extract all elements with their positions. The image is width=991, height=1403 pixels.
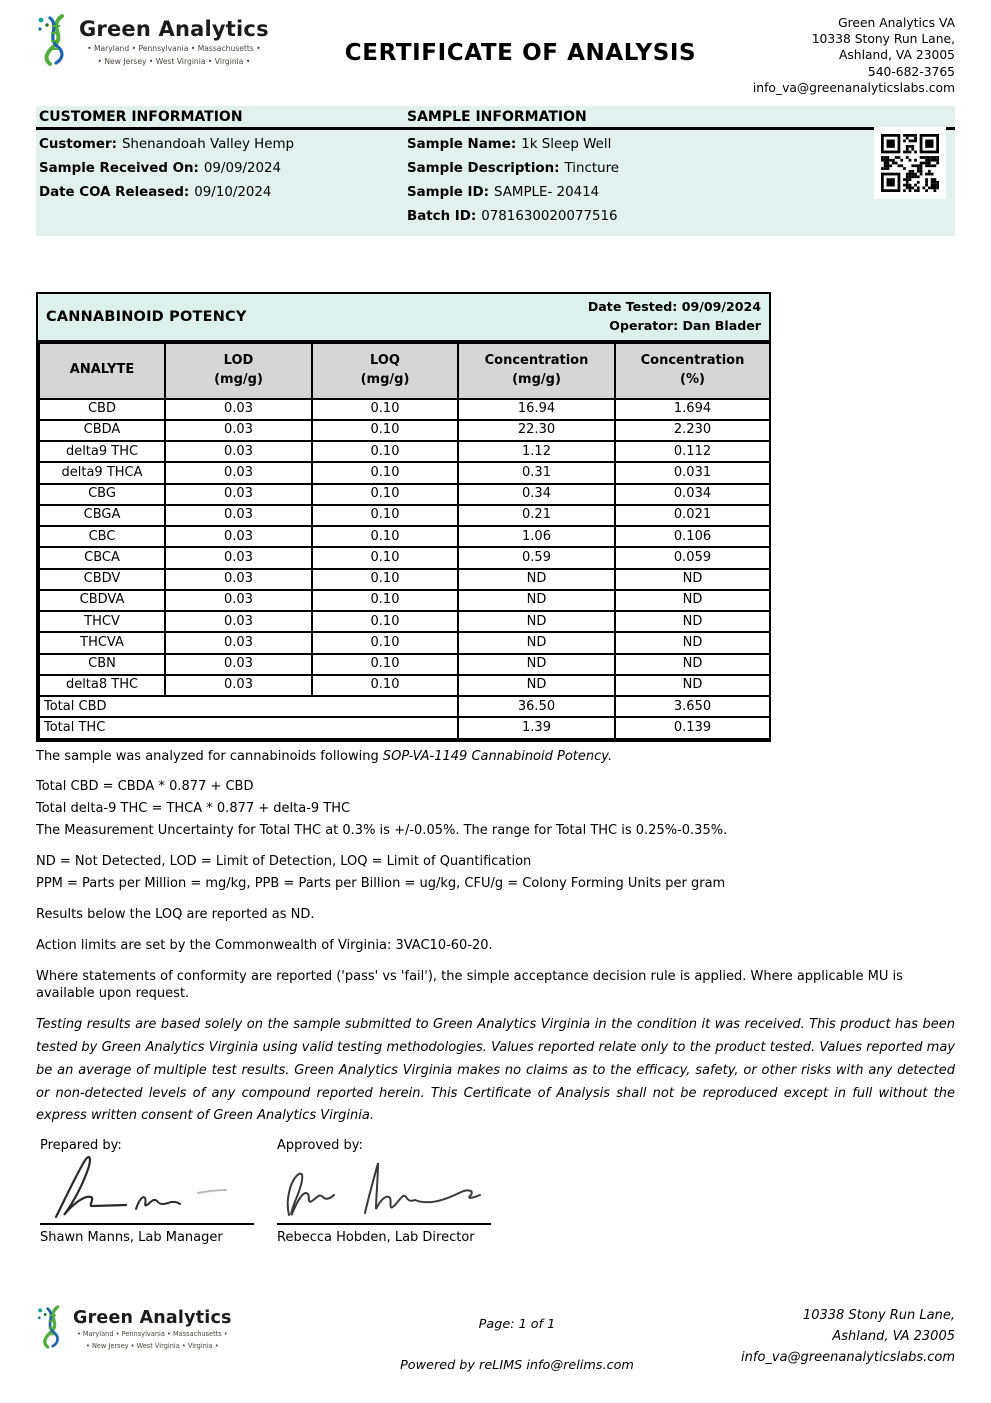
lab-email: info_va@greenanalyticslabs.com: [752, 80, 955, 95]
conc-pct-cell: 0.021: [615, 505, 770, 526]
abbreviations-line2: PPM = Parts per Million = mg/kg, PPB = Parts per Billion = ug/kg, CFU/g = Colony Forming Units per gram: [36, 876, 726, 892]
col-loq: LOQ (mg/g): [312, 343, 458, 399]
field-label: Customer:: [39, 137, 117, 153]
lod-cell: 0.03: [165, 654, 312, 675]
coa-released-field: [36, 181, 404, 205]
total-label-cell: Total CBD: [39, 696, 458, 717]
analyte-cell: THCV: [39, 611, 165, 632]
lod-cell: 0.03: [165, 441, 312, 462]
customer-information-header: CUSTOMER INFORMATION: [39, 109, 243, 126]
conc-mgg-cell: ND: [458, 654, 615, 675]
powered-by: Powered by reLIMS info@relims.com: [400, 1358, 634, 1373]
conc-pct-cell: ND: [615, 611, 770, 632]
table-header-row: [39, 343, 770, 399]
conc-pct-cell: ND: [615, 654, 770, 675]
prepared-signature-icon: [40, 1153, 260, 1223]
loq-note: Results below the LOQ are reported as ND.: [36, 906, 315, 922]
lab-phone: 540-682-3765: [867, 64, 955, 79]
table-row: [39, 462, 770, 483]
loq-cell: 0.10: [312, 611, 458, 632]
conc-pct-cell: 2.230: [615, 420, 770, 441]
conc-pct-cell: 0.112: [615, 441, 770, 462]
conc-mgg-cell: 36.50: [458, 696, 615, 717]
footer-logo: [36, 1305, 304, 1351]
field-value: Tincture: [564, 161, 620, 177]
analyte-cell: CBCA: [39, 547, 165, 568]
brand-name: Green Analytics: [73, 1308, 232, 1328]
lod-cell: 0.03: [165, 484, 312, 505]
field-value: 1k Sleep Well: [521, 137, 612, 153]
dna-helix-icon: [36, 1305, 66, 1349]
footer-email: info_va@greenanalyticslabs.com: [741, 1350, 955, 1366]
loq-cell: 0.10: [312, 441, 458, 462]
lod-cell: 0.03: [165, 462, 312, 483]
loq-cell: 0.10: [312, 399, 458, 420]
brand-states-line1: • Maryland • Pennsylvania • Massachusetts •: [76, 1330, 228, 1339]
analyte-cell: CBDV: [39, 569, 165, 590]
conc-pct-cell: 1.694: [615, 399, 770, 420]
loq-cell: 0.10: [312, 590, 458, 611]
lab-address-line2: Ashland, VA 23005: [838, 48, 955, 63]
conc-mgg-cell: ND: [458, 590, 615, 611]
lod-cell: 0.03: [165, 611, 312, 632]
batch-id-field: [404, 205, 955, 229]
table-row: [39, 590, 770, 611]
analyte-cell: CBD: [39, 399, 165, 420]
table-row: [39, 611, 770, 632]
sample-information-header: SAMPLE INFORMATION: [407, 109, 587, 126]
signatures-section: [40, 1138, 955, 1245]
sample-name-field: [404, 133, 955, 157]
loq-cell: 0.10: [312, 632, 458, 653]
conc-mgg-cell: 1.39: [458, 717, 615, 738]
conc-mgg-cell: 1.06: [458, 526, 615, 547]
table-row: [39, 569, 770, 590]
conc-mgg-cell: 16.94: [458, 399, 615, 420]
footer-address-line2: Ashland, VA 23005: [832, 1329, 955, 1345]
approved-by-name: Rebecca Hobden, Lab Director: [277, 1230, 475, 1246]
brand-name: Green Analytics: [79, 17, 269, 41]
loq-cell: 0.10: [312, 462, 458, 483]
col-lod: LOD (mg/g): [165, 343, 312, 399]
formula-cbd: Total CBD = CBDA * 0.877 + CBD: [36, 779, 254, 795]
sample-id-field: [404, 181, 955, 205]
analyte-cell: delta9 THCA: [39, 462, 165, 483]
col-analyte: ANALYTE: [39, 343, 165, 399]
cannabinoid-potency-panel: [36, 292, 771, 741]
footer-address-block: [730, 1305, 955, 1368]
uncertainty-note: The Measurement Uncertainty for Total THC at 0.3% is +/-0.05%. The range for Total THC is 0.25%-0.35%.: [36, 823, 728, 839]
analyte-cell: delta8 THC: [39, 675, 165, 696]
field-label: Date COA Released:: [39, 185, 190, 201]
conc-mgg-cell: ND: [458, 569, 615, 590]
loq-cell: 0.10: [312, 569, 458, 590]
table-row: [39, 654, 770, 675]
formula-thc: Total delta-9 THC = THCA * 0.877 + delta-9 THC: [36, 801, 351, 817]
action-limits-note: Action limits are set by the Commonwealth of Virginia: 3VAC10-60-20.: [36, 937, 493, 953]
lab-address-block: [747, 14, 955, 96]
conc-pct-cell: ND: [615, 569, 770, 590]
dna-helix-icon: [36, 14, 72, 66]
table-row: [39, 505, 770, 526]
lod-cell: 0.03: [165, 590, 312, 611]
table-row: [39, 484, 770, 505]
loq-cell: 0.10: [312, 505, 458, 526]
method-note: The sample was analyzed for cannabinoids following SOP-VA-1149 Cannabinoid Potency.: [36, 748, 613, 764]
lod-cell: 0.03: [165, 632, 312, 653]
sample-description-field: [404, 157, 955, 181]
conc-mgg-cell: 22.30: [458, 420, 615, 441]
col-conc-mgg: Concentration (mg/g): [458, 343, 615, 399]
loq-cell: 0.10: [312, 675, 458, 696]
field-value: 0781630020077516: [481, 209, 618, 225]
qr-code: [874, 127, 946, 199]
table-row: [39, 399, 770, 420]
conc-pct-cell: 0.034: [615, 484, 770, 505]
field-label: Sample ID:: [407, 185, 490, 201]
potency-meta: [588, 298, 761, 336]
analyte-cell: CBC: [39, 526, 165, 547]
disclaimer-paragraph: Testing results are based solely on the sample submitted to Green Analytics Virginia in the condition it was received. This product has been tested by Green Analytics Virginia using valid testing methodologies. Values reported relate only to the product tested. Values reported may be an average of multiple test results. Green Analytics Virginia makes no claims as to the efficacy, safety, or other risks with any detected or non-detected levels of any compound reported herein. This Certificate of Analysis shall not be reproduced except in full without the express written consent of Green Analytics Virginia.: [36, 1017, 955, 1124]
approved-signature-icon: [277, 1153, 507, 1223]
field-label: Sample Description:: [407, 161, 560, 177]
field-value: 09/10/2024: [194, 185, 272, 201]
potency-title: CANNABINOID POTENCY: [46, 308, 247, 325]
lab-address-line1: 10338 Stony Run Lane,: [811, 32, 955, 47]
loq-cell: 0.10: [312, 654, 458, 675]
loq-cell: 0.10: [312, 484, 458, 505]
lod-cell: 0.03: [165, 526, 312, 547]
brand-states-line2: • New Jersey • West Virginia • Virginia •: [97, 57, 251, 67]
conc-pct-cell: 3.650: [615, 696, 770, 717]
date-tested: Date Tested: 09/09/2024: [587, 299, 761, 315]
field-label: Batch ID:: [407, 209, 477, 225]
lod-cell: 0.03: [165, 569, 312, 590]
analyte-cell: CBDVA: [39, 590, 165, 611]
loq-cell: 0.10: [312, 547, 458, 568]
total-label-cell: Total THC: [39, 717, 458, 738]
conc-pct-cell: 0.106: [615, 526, 770, 547]
prepared-by-block: [40, 1138, 277, 1245]
field-label: Sample Received On:: [39, 161, 199, 177]
conc-mgg-cell: 0.34: [458, 484, 615, 505]
document-header: [0, 0, 991, 96]
prepared-by-label: Prepared by:: [40, 1138, 122, 1154]
brand-states-line1: • Maryland • Pennsylvania • Massachusetts •: [87, 44, 261, 54]
conc-pct-cell: 0.059: [615, 547, 770, 568]
conc-pct-cell: 0.139: [615, 717, 770, 738]
page-title: CERTIFICATE OF ANALYSIS: [344, 40, 697, 66]
lab-name: Green Analytics VA: [838, 16, 955, 30]
analyte-cell: CBG: [39, 484, 165, 505]
table-row: [39, 526, 770, 547]
conc-mgg-cell: ND: [458, 632, 615, 653]
lod-cell: 0.03: [165, 505, 312, 526]
loq-cell: 0.10: [312, 526, 458, 547]
table-row: [39, 420, 770, 441]
loq-cell: 0.10: [312, 420, 458, 441]
abbreviations-line1: ND = Not Detected, LOD = Limit of Detection, LOQ = Limit of Quantification: [36, 854, 532, 870]
sample-info-fields: [404, 133, 955, 229]
analyte-cell: delta9 THC: [39, 441, 165, 462]
notes-section: [36, 749, 955, 1003]
approved-by-block: [277, 1138, 557, 1245]
operator: Operator: Dan Blader: [609, 317, 761, 333]
sop-reference: SOP-VA-1149 Cannabinoid Potency.: [382, 748, 613, 764]
lod-cell: 0.03: [165, 675, 312, 696]
lod-cell: 0.03: [165, 420, 312, 441]
green-analytics-logo: [36, 14, 294, 67]
conc-mgg-cell: 1.12: [458, 441, 615, 462]
customer-info-fields: [36, 133, 404, 229]
analyte-cell: THCVA: [39, 632, 165, 653]
conc-mgg-cell: 0.59: [458, 547, 615, 568]
col-conc-pct: Concentration (%): [615, 343, 770, 399]
conc-pct-cell: 0.031: [615, 462, 770, 483]
brand-states-line2: • New Jersey • West Virginia • Virginia •: [85, 1341, 219, 1350]
conformity-note: Where statements of conformity are reported ('pass' vs 'fail'), the simple acceptance decision rule is applied. Where applicable MU is available upon request.: [36, 968, 903, 1001]
field-value: 09/09/2024: [203, 161, 282, 177]
table-row: [39, 547, 770, 568]
total-thc-row: [39, 717, 770, 738]
table-row: [39, 441, 770, 462]
document-footer: [36, 1305, 955, 1373]
table-row: [39, 675, 770, 696]
analyte-cell: CBGA: [39, 505, 165, 526]
field-value: Shenandoah Valley Hemp: [121, 137, 295, 153]
sample-received-field: [36, 157, 404, 181]
qr-code-icon: [881, 134, 939, 192]
conc-pct-cell: ND: [615, 632, 770, 653]
analyte-cell: CBN: [39, 654, 165, 675]
lod-cell: 0.03: [165, 547, 312, 568]
footer-address-line1: 10338 Stony Run Lane,: [802, 1308, 955, 1323]
approved-by-label: Approved by:: [277, 1138, 363, 1154]
analytes-table: [38, 342, 771, 740]
customer-field: [36, 133, 404, 157]
total-cbd-row: [39, 696, 770, 717]
field-value: SAMPLE- 20414: [494, 185, 600, 201]
lod-cell: 0.03: [165, 399, 312, 420]
conc-pct-cell: ND: [615, 590, 770, 611]
conc-mgg-cell: ND: [458, 675, 615, 696]
info-band: [36, 106, 955, 236]
table-row: [39, 632, 770, 653]
conc-pct-cell: ND: [615, 675, 770, 696]
conc-mgg-cell: ND: [458, 611, 615, 632]
page-number: Page: 1 of 1: [478, 1317, 556, 1332]
analyte-cell: CBDA: [39, 420, 165, 441]
field-label: Sample Name:: [407, 137, 517, 153]
conc-mgg-cell: 0.21: [458, 505, 615, 526]
conc-mgg-cell: 0.31: [458, 462, 615, 483]
prepared-by-name: Shawn Manns, Lab Manager: [40, 1230, 223, 1246]
